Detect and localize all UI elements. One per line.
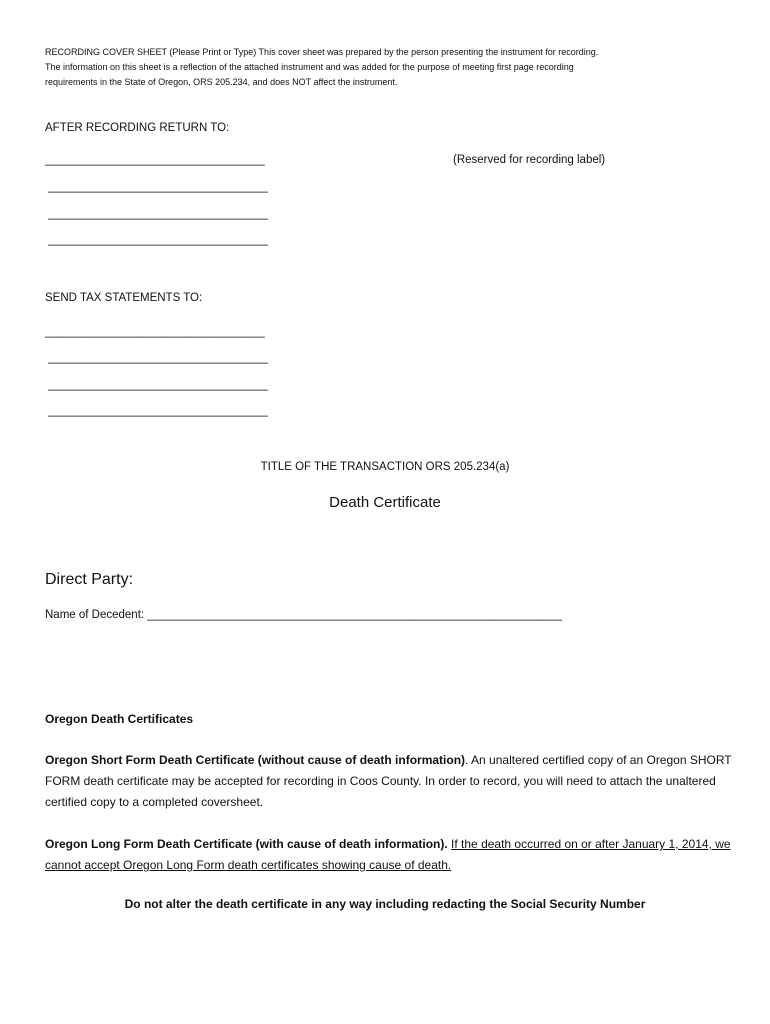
tax-line-1[interactable]: ____________________________________	[45, 326, 265, 338]
document-title: Death Certificate	[329, 494, 441, 511]
return-to-line-3[interactable]: ____________________________________	[48, 208, 268, 220]
tax-line-2[interactable]: ____________________________________	[48, 352, 268, 364]
alteration-warning: Do not alter the death certificate in any way including redacting the Social Security Number	[124, 897, 646, 911]
return-to-line-4[interactable]: ____________________________________	[48, 234, 268, 246]
decedent-name-field[interactable]: ____________________________________________________________________	[147, 609, 562, 621]
tax-line-3[interactable]: ____________________________________	[48, 379, 268, 391]
return-to-line-2[interactable]: ____________________________________	[48, 181, 268, 193]
return-to-label: AFTER RECORDING RETURN TO:	[45, 122, 230, 134]
tax-statements-label: SEND TAX STATEMENTS TO:	[45, 292, 203, 304]
return-to-line-1[interactable]: ____________________________________	[45, 154, 265, 166]
decedent-row	[45, 609, 562, 621]
short-form-paragraph	[45, 750, 735, 813]
long-form-title: Oregon Long Form Death Certificate (with cause of death information).	[45, 837, 448, 851]
cover-sheet-note-line: RECORDING COVER SHEET (Please Print or Type) This cover sheet was prepared by the person presenting the instrument for recording.	[45, 47, 599, 57]
reserved-recording-label: (Reserved for recording label)	[453, 154, 606, 166]
long-form-warning: If the death occurred on or after January 1, 2014, we cannot accept Oregon Long Form death certificates showing cause of death.	[45, 837, 731, 872]
transaction-heading: TITLE OF THE TRANSACTION ORS 205.234(a)	[260, 461, 510, 473]
tax-line-4[interactable]: ____________________________________	[48, 405, 268, 417]
short-form-text: . An unaltered certified copy of an Oregon SHORT FORM death certificate may be accepted for recording in Coos County. In order to record, you will need to attach the unaltered certified copy to a completed coversheet.	[45, 753, 732, 809]
long-form-paragraph	[45, 834, 735, 876]
info-heading: Oregon Death Certificates	[45, 712, 194, 726]
cover-sheet-note-line: requirements in the State of Oregon, ORS 205.234, and does NOT affect the instrument.	[45, 77, 398, 87]
cover-sheet-note-line: The information on this sheet is a reflection of the attached instrument and was added for the purpose of meeting first page recording	[45, 62, 574, 72]
decedent-label: Name of Decedent:	[45, 609, 145, 621]
cover-sheet-note	[45, 45, 598, 90]
direct-party-heading: Direct Party:	[45, 571, 134, 588]
short-form-title: Oregon Short Form Death Certificate (without cause of death information)	[45, 753, 466, 767]
